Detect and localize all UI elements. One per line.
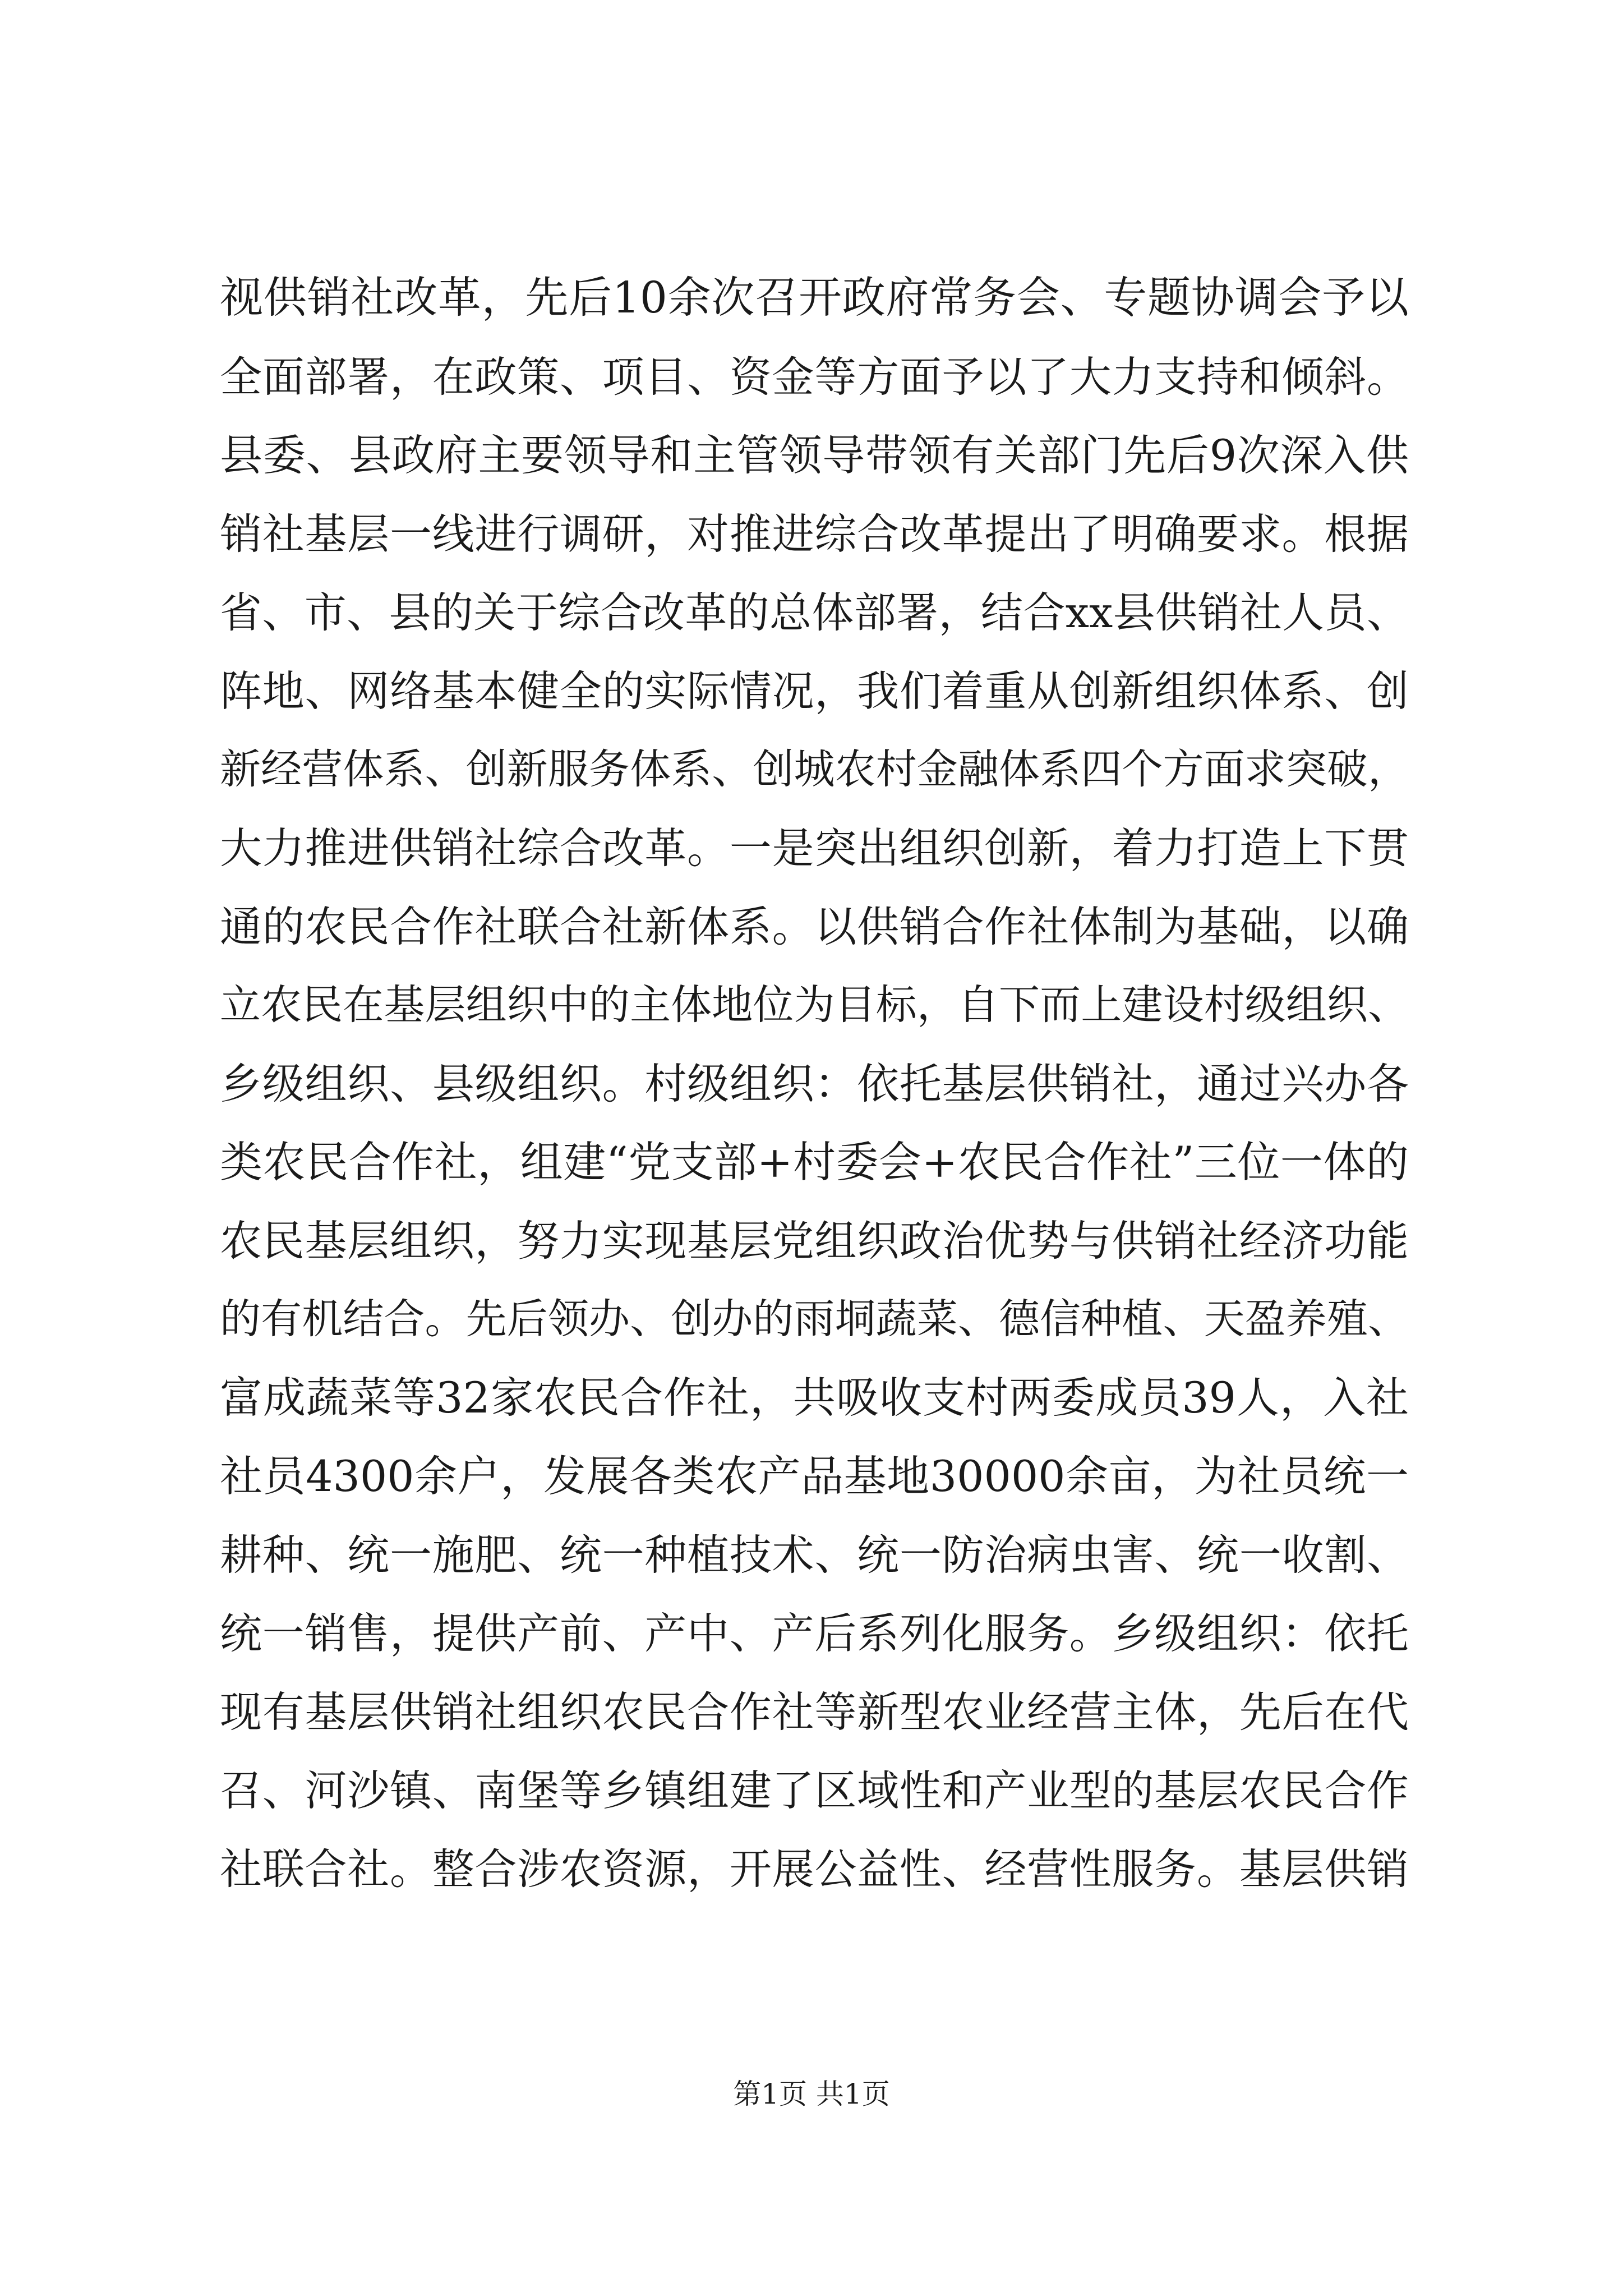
text-line: 县委、县政府主要领导和主管领导带领有关部门先后9次深入供: [220, 430, 1409, 480]
text-line: 社联合社。整合涉农资源，开展公益性、经营性服务。基层供销: [220, 1844, 1409, 1894]
text-line: 乡级组织、县级组织。村级组织：依托基层供销社，通过兴办各: [220, 1059, 1409, 1108]
body-text: [220, 259, 1409, 1908]
page-footer: [0, 2074, 1623, 2114]
text-line: 全面部署，在政策、项目、资金等方面予以了大力支持和倾斜。: [220, 352, 1409, 402]
text-line: 立农民在基层组织中的主体地位为目标，自下而上建设村级组织、: [220, 981, 1409, 1029]
text-line: 大力推进供销社综合改革。一是突出组织创新，着力打造上下贯: [220, 823, 1409, 873]
text-line: 农民基层组织，努力实现基层党组织政治优势与供销社经济功能: [220, 1216, 1409, 1266]
text-line: 销社基层一线进行调研，对推进综合改革提出了明确要求。根据: [220, 509, 1409, 559]
page-number: 第1页 共1页: [733, 2078, 890, 2110]
text-line: 省、市、县的关于综合改革的总体部署，结合xx县供销社人员、: [220, 588, 1409, 637]
text-line: 耕种、统一施肥、统一种植技术、统一防治病虫害、统一收割、: [220, 1530, 1409, 1580]
text-line: 社员4300余户，发展各类农产品基地30000余亩，为社员统一: [220, 1451, 1409, 1501]
text-line: 阵地、网络基本健全的实际情况，我们着重从创新组织体系、创: [220, 666, 1409, 716]
text-line: 新经营体系、创新服务体系、创城农村金融体系四个方面求突破，: [220, 746, 1409, 793]
text-line: 统一销售，提供产前、产中、产后系列化服务。乡级组织：依托: [220, 1609, 1409, 1658]
text-line: 富成蔬菜等32家农民合作社，共吸收支村两委成员39人，入社: [220, 1373, 1409, 1423]
text-line: 类农民合作社，组建“党支部+村委会+农民合作社”三位一体的: [220, 1137, 1409, 1187]
text-line: 召、河沙镇、南堡等乡镇组建了区域性和产业型的基层农民合作: [220, 1766, 1409, 1815]
text-line: 视供销社改革，先后10余次召开政府常务会、专题协调会予以: [220, 273, 1409, 323]
text-line: 现有基层供销社组织农民合作社等新型农业经营主体，先后在代: [220, 1687, 1409, 1737]
text-line: 通的农民合作社联合社新体系。以供销合作社体制为基础，以确: [220, 902, 1409, 951]
text-line: 的有机结合。先后领办、创办的雨垌蔬菜、德信种植、天盈养殖、: [220, 1295, 1409, 1343]
